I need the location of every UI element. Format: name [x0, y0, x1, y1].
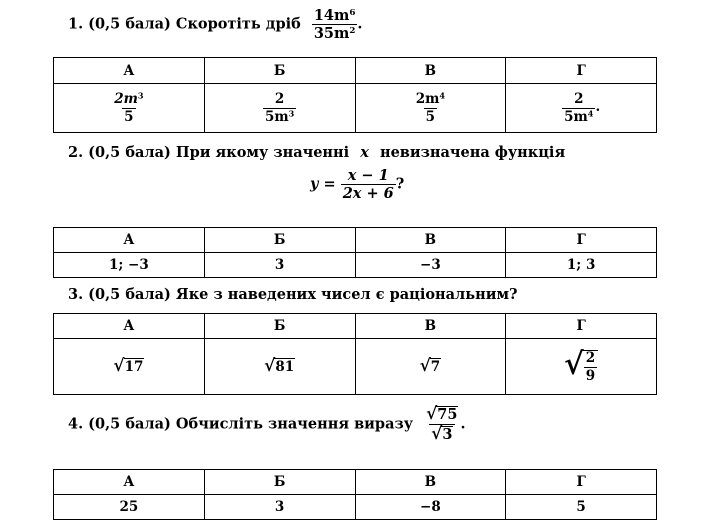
question-3 — [68, 286, 518, 303]
q4-trailing: . — [460, 415, 466, 433]
q4-header-a: А — [54, 470, 205, 495]
question-2 — [68, 144, 565, 161]
q3-header-a: А — [54, 314, 205, 339]
q1-answer-b[interactable]: $\frac{2}{5m^3}$ — [204, 84, 355, 133]
question-2-function — [310, 168, 404, 201]
q1-header-c: В — [355, 58, 506, 84]
q2-header-b: Б — [204, 228, 355, 253]
question-2-label: 2. (0,5 бала) При якому значенні — [68, 144, 350, 161]
q2-answer-a[interactable]: 1; −3 — [54, 253, 205, 278]
q2-answer-d[interactable]: 1; 3 — [506, 253, 657, 278]
q2-header-c: В — [355, 228, 506, 253]
q2-func-lhs: y = — [310, 175, 336, 193]
q3-header-d: Г — [506, 314, 657, 339]
question-1 — [68, 8, 362, 41]
question-4-options — [53, 469, 657, 520]
q4-answer-c[interactable]: −8 — [355, 495, 506, 520]
q2-func-num: x − 1 — [347, 167, 389, 184]
question-1-fraction — [312, 8, 358, 41]
q4-answer-b[interactable]: 3 — [204, 495, 355, 520]
q4-header-b: Б — [204, 470, 355, 495]
q1-header-a: А — [54, 58, 205, 84]
q1-answer-a[interactable]: $\frac{2m^3}{5}$ — [54, 84, 205, 133]
q3-answer-a[interactable]: √ 17 — [54, 339, 205, 395]
q1-num: 14m — [313, 7, 350, 24]
question-3-options — [53, 313, 657, 395]
q1-den-exp: 2 — [349, 26, 356, 37]
q1-trailing: . — [357, 15, 363, 33]
q4-num: 75 — [437, 406, 458, 423]
q2-answer-b[interactable]: 3 — [204, 253, 355, 278]
question-4 — [68, 406, 466, 443]
q1-answer-d[interactable]: $\frac{2}{5m^4}$ . — [506, 84, 657, 133]
q3-answer-d[interactable]: √ $\frac{2}{9}$ — [506, 339, 657, 395]
question-3-label: 3. (0,5 бала) Яке з наведених чисел є раціональним? — [68, 286, 518, 303]
question-2-var: x — [360, 144, 369, 161]
q2-answer-c[interactable]: −3 — [355, 253, 506, 278]
q3-header-b: Б — [204, 314, 355, 339]
q1-answer-c[interactable]: $\frac{2m^4}{5}$ — [355, 84, 506, 133]
question-2-options — [53, 227, 657, 278]
question-2-label-end: невизначена функція — [379, 144, 566, 161]
q4-header-d: Г — [506, 470, 657, 495]
q3-answer-b[interactable]: √ 81 — [204, 339, 355, 395]
q3-header-c: В — [355, 314, 506, 339]
q3-answer-c[interactable]: √ 7 — [355, 339, 506, 395]
question-1-label: 1. (0,5 бала) Скоротіть дріб — [68, 15, 301, 33]
q4-header-c: В — [355, 470, 506, 495]
question-4-fraction: √ 75 √ 3 — [426, 404, 458, 444]
question-4-label: 4. (0,5 бала) Обчисліть значення виразу — [68, 415, 414, 433]
q4-answer-a[interactable]: 25 — [54, 495, 205, 520]
q1-den: 35m — [313, 25, 350, 43]
q2-func-trailing: ? — [395, 175, 405, 193]
q1-header-d: Г — [506, 58, 657, 84]
question-1-options — [53, 57, 657, 133]
q2-func-den: 2x + 6 — [342, 185, 394, 203]
q2-header-d: Г — [506, 228, 657, 253]
q4-den: 3 — [442, 426, 453, 443]
q4-answer-d[interactable]: 5 — [506, 495, 657, 520]
q1-header-b: Б — [204, 58, 355, 84]
q1-num-exp: 6 — [349, 8, 356, 19]
q2-header-a: А — [54, 228, 205, 253]
